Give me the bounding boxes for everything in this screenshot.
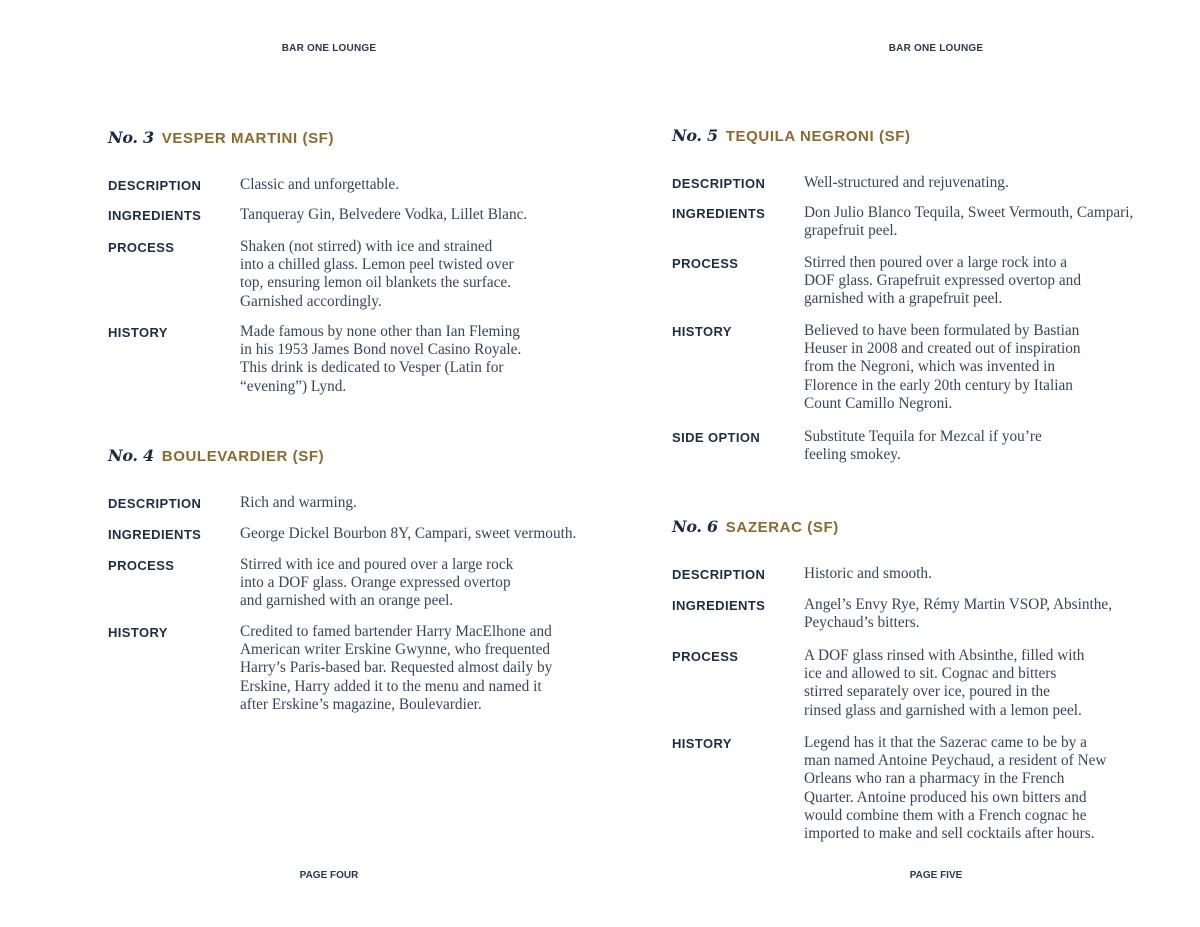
- page-number: PAGE FIVE: [909, 870, 963, 881]
- field-description: [108, 176, 628, 194]
- field-value: Historic and smooth.: [804, 565, 932, 582]
- field-label: PROCESS: [108, 558, 175, 573]
- field-value: Shaken (not stirred) with ice and strained into a chilled glass. Lemon peel twisted over top, ensuring lemon oil blankets the surface. Garnished accordingly.: [240, 238, 514, 310]
- field-label: INGREDIENTS: [108, 208, 202, 223]
- field-label: SIDE OPTION: [672, 430, 761, 445]
- field-value: Well-structured and rejuvenating.: [804, 174, 1009, 191]
- field-value: Rich and warming.: [240, 494, 357, 511]
- running-head: BAR ONE LOUNGE: [281, 43, 377, 54]
- field-history: [108, 323, 628, 396]
- field-label: INGREDIENTS: [672, 206, 766, 221]
- field-description: [672, 565, 1192, 583]
- field-value: Classic and unforgettable.: [240, 176, 400, 193]
- recipe-number: No. 6: [672, 517, 718, 536]
- field-history: [672, 734, 1192, 843]
- field-process: [108, 556, 628, 611]
- field-ingredients: [672, 204, 1192, 240]
- recipe-name: SAZERAC (SF): [725, 519, 839, 536]
- field-description: [108, 494, 628, 512]
- recipe-vesper-martini: [108, 128, 528, 395]
- field-value: Stirred with ice and poured over a large rock into a DOF glass. Orange expressed overtop and garnished with an orange peel.: [240, 556, 514, 610]
- field-label: PROCESS: [108, 240, 175, 255]
- recipe-number: No. 5: [672, 126, 718, 145]
- field-history: [672, 322, 1192, 413]
- field-history: [108, 623, 628, 714]
- field-value: Believed to have been formulated by Bastian Heuser in 2008 and created out of inspiration from the Negroni, which was invented in Florence in the early 20th century by Italian Count Camillo Negroni.: [804, 322, 1081, 412]
- field-label: DESCRIPTION: [108, 496, 202, 511]
- field-value: Credited to famed bartender Harry MacElhone and American writer Erskine Gwynne, who frequented Harry’s Paris-based bar. Requested almost daily by Erskine, Harry added it to the menu and named it after Erskine’s magazine, Boulevardier.: [240, 623, 553, 713]
- field-value: Angel’s Envy Rye, Rémy Martin VSOP, Absinthe, Peychaud’s bitters.: [804, 596, 1113, 632]
- field-label: HISTORY: [672, 324, 732, 339]
- recipe-title: [108, 128, 334, 152]
- field-label: HISTORY: [108, 325, 168, 340]
- recipe-title: [672, 126, 911, 150]
- field-label: PROCESS: [672, 256, 739, 271]
- field-ingredients: [108, 525, 628, 543]
- recipe-name: TEQUILA NEGRONI (SF): [725, 128, 911, 145]
- field-process: [672, 647, 1192, 720]
- field-label: PROCESS: [672, 649, 739, 664]
- running-head: BAR ONE LOUNGE: [888, 43, 984, 54]
- field-value: Stirred then poured over a large rock into a DOF glass. Grapefruit expressed overtop and garnished with a grapefruit peel.: [804, 254, 1081, 308]
- field-label: INGREDIENTS: [672, 598, 766, 613]
- field-value: Substitute Tequila for Mezcal if you’re feeling smokey.: [804, 428, 1042, 464]
- recipe-title: [108, 446, 324, 470]
- field-description: [672, 174, 1192, 192]
- field-process: [672, 254, 1192, 309]
- field-value: Don Julio Blanco Tequila, Sweet Vermouth, Campari, grapefruit peel.: [804, 204, 1134, 240]
- field-label: HISTORY: [672, 736, 732, 751]
- field-value: Tanqueray Gin, Belvedere Vodka, Lillet Blanc.: [240, 206, 528, 223]
- field-process: [108, 238, 628, 311]
- recipe-boulevardier: [108, 446, 577, 713]
- page-number: PAGE FOUR: [299, 870, 359, 881]
- field-value: Legend has it that the Sazerac came to be by a man named Antoine Peychaud, a resident of New Orleans who ran a pharmacy in the French Quarter. Antoine produced his own bitters and would combine them with a French cognac he imported to make and sell cocktails after hours.: [804, 734, 1107, 843]
- recipe-name: VESPER MARTINI (SF): [161, 130, 335, 147]
- field-value: George Dickel Bourbon 8Y, Campari, sweet vermouth.: [240, 525, 577, 542]
- field-label: DESCRIPTION: [672, 176, 766, 191]
- field-label: HISTORY: [108, 625, 168, 640]
- field-label: INGREDIENTS: [108, 527, 202, 542]
- recipe-tequila-negroni: [672, 126, 1134, 464]
- field-ingredients: [108, 206, 628, 224]
- recipe-sazerac: [672, 517, 1113, 843]
- field-side-option: [672, 428, 1192, 464]
- recipe-number: No. 4: [108, 446, 154, 465]
- recipe-title: [672, 517, 839, 541]
- recipe-number: No. 3: [108, 128, 154, 147]
- field-value: Made famous by none other than Ian Fleming in his 1953 James Bond novel Casino Royale. This drink is dedicated to Vesper (Latin for “evening”) Lynd.: [240, 323, 522, 395]
- field-label: DESCRIPTION: [672, 567, 766, 582]
- page-five: [600, 0, 1200, 927]
- field-label: DESCRIPTION: [108, 178, 202, 193]
- field-value: A DOF glass rinsed with Absinthe, filled with ice and allowed to sit. Cognac and bitters stirred separately over ice, poured in the rinsed glass and garnished with a lemon peel.: [804, 647, 1085, 719]
- recipe-name: BOULEVARDIER (SF): [161, 448, 325, 465]
- field-ingredients: [672, 596, 1192, 632]
